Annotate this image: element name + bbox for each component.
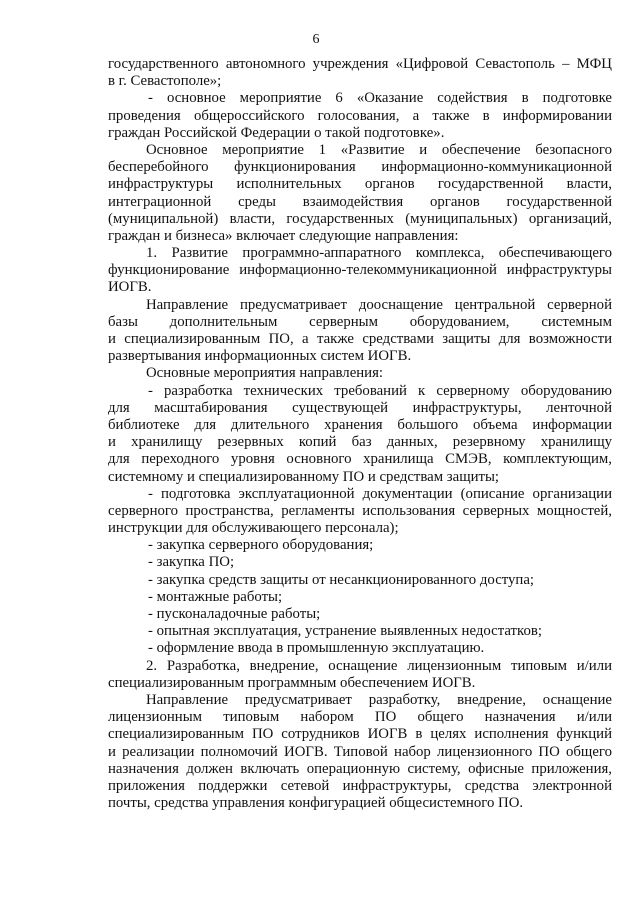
text-line: интеграционной среды взаимодействия органов государственной [108,193,612,210]
text-line: лицензионным типовым набором ПО общего назначения и/или [108,709,612,726]
text-line: - закупка серверного оборудования; [148,537,374,554]
text-line: - подготовка эксплуатационной документации (описание организации [148,485,612,502]
text-line: в г. Севастополе»; [108,73,222,90]
text-line: и реализации полномочий ИОГВ. Типовой набор лицензионного ПО общего [108,743,612,760]
text-line: проведения общероссийского голосования, а также в информировании [108,107,612,124]
text-line: почты, средства управления конфигурацией общесистемного ПО. [108,795,524,812]
page-number: 6 [312,32,320,47]
text-line: и специализированным ПО, а также средствами защиты для возможности [108,331,612,347]
text-line: Направление предусматривает дооснащение центральной серверной [146,296,612,313]
text-line: - пусконаладочные работы; [148,606,321,622]
text-line: 1. Развитие программно-аппаратного комплекса, обеспечивающего [146,245,612,262]
text-line: - закупка средств защиты от несанкционированного доступа; [148,571,535,588]
text-line: инфраструктуры исполнительных органов государственной власти, [108,176,612,193]
text-line: Основное мероприятие 1 «Развитие и обеспечение безопасного [146,141,612,158]
text-line: специализированным программным обеспечением ИОГВ. [108,674,476,691]
text-line: базы дополнительным серверным оборудованием, системным [108,313,612,330]
text-line: и хранилищу резервных копий баз данных, резервному хранилищу [108,434,612,451]
text-line: 2. Разработка, внедрение, оснащение лицензионным типовым и/или [146,657,612,674]
text-line: - основное мероприятие 6 «Оказание содействия в подготовке [148,90,612,107]
text-line: государственного автономного учреждения «Цифровой Севастополь – МФЦ [108,56,612,72]
text-line: - закупка ПО; [148,554,235,571]
text-line: для переходного уровня основного хранилища СМЭВ, комплектующим, [108,451,612,468]
text-line: Основные мероприятия направления: [146,365,384,382]
text-line: Направление предусматривает разработку, внедрение, оснащение [146,691,612,708]
document-body [108,56,612,812]
text-line: приложения поддержки сетевой инфраструктуры, средства электронной [108,777,612,794]
text-line: (муниципальной) власти, государственных (муниципальных) организаций, [108,210,612,227]
text-line: - монтажные работы; [148,588,283,605]
text-line: системному и специализированному ПО и средствам защиты; [108,468,500,485]
text-line: - оформление ввода в промышленную эксплуатацию. [148,640,485,657]
text-line: бесперебойного функционирования информационно-коммуникационной [108,159,612,176]
text-line: для масштабирования существующей инфраструктуры, ленточной [108,399,612,416]
text-line: - разработка технических требований к серверному оборудованию [148,382,612,399]
text-line: функционирование информационно-телекоммуникационной инфраструктуры [108,262,612,279]
text-line: серверного пространства, регламенты использования серверных мощностей, [108,502,612,519]
text-line: граждан Российской Федерации о такой подготовке». [108,124,445,141]
text-line: - опытная эксплуатация, устранение выявленных недостатков; [148,623,542,640]
text-line: развертывания информационных систем ИОГВ. [108,348,412,365]
text-line: граждан и бизнеса» включает следующие направления: [108,227,459,244]
text-line: библиотеке для длительного хранения большого объема информации [108,416,612,433]
text-line: ИОГВ. [108,279,152,296]
text-line: специализированным ПО сотрудников ИОГВ в целях исполнения функций [108,726,612,743]
text-line: назначения должен включать операционную систему, офисные приложения, [108,760,612,777]
text-line: инструкции для обслуживающего персонала); [108,520,399,537]
